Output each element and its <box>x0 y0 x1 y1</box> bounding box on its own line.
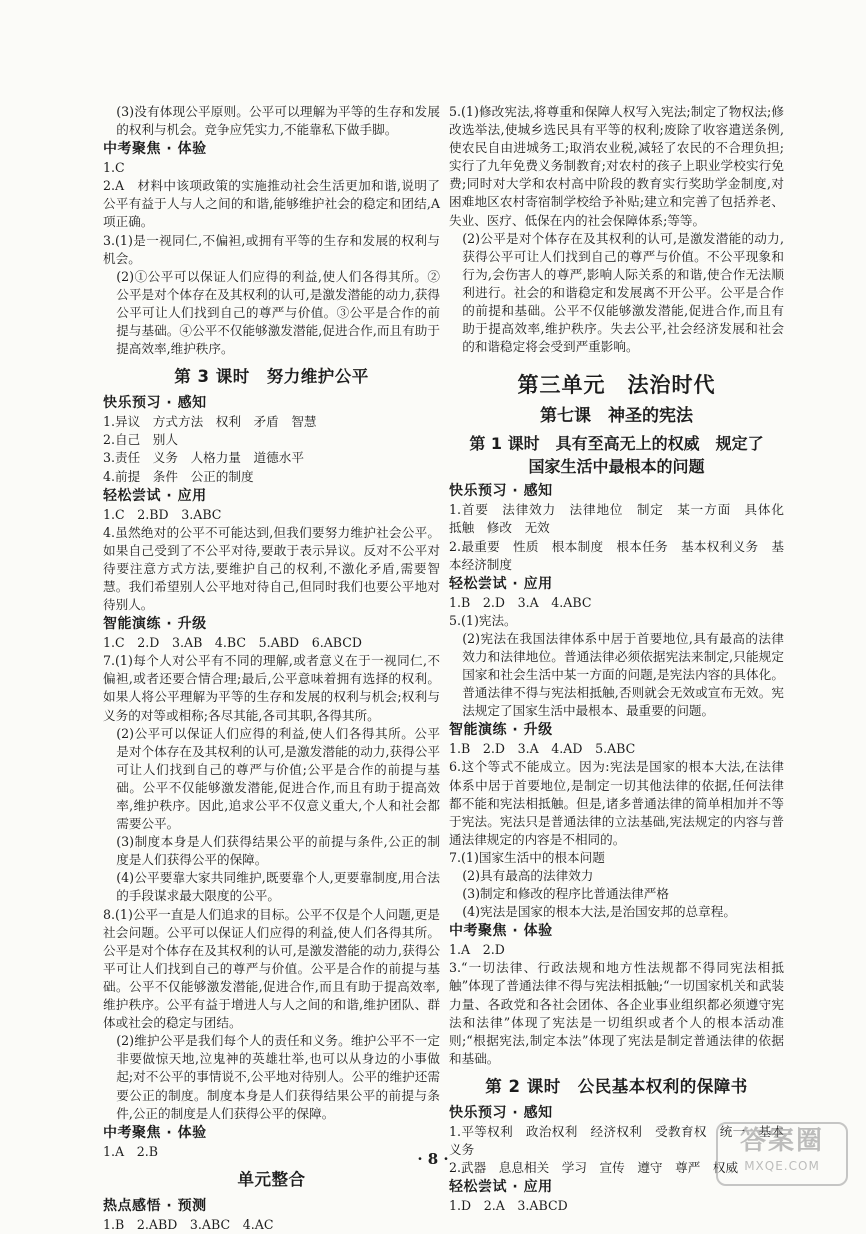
period-title-line1: 第 1 课时 具有至高无上的权威 规定了 <box>469 434 764 454</box>
answer-item: 1.B 2.ABD 3.ABC 4.AC <box>103 1216 274 1232</box>
answer-item: 3.责任 义务 人格力量 道德水平 <box>103 450 304 466</box>
answer-item: (3)制定和修改的程序比普通法律严格 <box>462 886 669 902</box>
answer-item: 2.A 材料中该项政策的实施推动社会生活更加和谐,说明了公平有益于人与人之间的和谐,能够维护社会的稳定和团结,A项正确。 <box>103 178 440 230</box>
answer-item: 1.C 2.BD 3.ABC <box>103 506 222 522</box>
answer-item: (2)维护公平是我们每个人的责任和义务。维护公平不一定非要做惊天地,泣鬼神的英雄壮举,也可以从身边的小事做起;对不公平的事情说不,公平地对待别人。公平的维护还需要公正的制度。制度本身是人们获得结果公平的前提与条件,公正的制度是人们获得公平的保障。 <box>116 1033 440 1121</box>
answer-item: 1.异议 方式方法 权利 矛盾 智慧 <box>103 414 317 430</box>
answer-item: (2)①公平可以保证人们应得的利益,使人们各得其所。②公平是对个体存在及其权利的认可,是激发潜能的动力,获得公平可让人们找到自己的尊严与价值。③公平是合作的前提与基础。④公平不仅能够激发潜能,促进合作,而且有助于提高效率,维护秩序。 <box>116 268 440 357</box>
answer-item: 2.自己 别人 <box>103 432 178 448</box>
answer-item: 1.平等权利 政治权利 经济权利 受教育权 统一 基本义务 <box>449 1123 784 1158</box>
answer-item: (4)公平要靠大家共同维护,既要靠个人,更要靠制度,用合法的手段谋求最大限度的公平。 <box>116 870 440 904</box>
section-heading: 快乐预习 · 感知 <box>103 395 207 412</box>
lesson-title: 第 3 课时 努力维护公平 <box>174 367 369 387</box>
left-column <box>103 103 440 1234</box>
answer-item: 6.这个等式不能成立。因为:宪法是国家的根本大法,在法律体系中居于首要地位,是制定一切其他法律的依据,任何法律都不能和宪法相抵触。但是,诸多普通法律的简单相加并不等于宪法。宪法只是普通法律的立法基础,宪法规定的内容与普通法律规定的内容是不相同的。 <box>449 759 784 847</box>
period-title: 第 2 课时 公民基本权利的保障书 <box>485 1076 748 1096</box>
answer-item: (2)公平可以保证人们应得的利益,使人们各得其所。公平是对个体存在及其权利的认可,是激发潜能的动力,获得公平可让人们找到自己的尊严与价值;公平是合作的前提与基础。公平不仅能够激发潜能,促进合作,而且有助于提高效率,维护秩序。因此,追求公平不仅意义重大,个人和社会都需要公平。 <box>116 725 440 832</box>
answer-item: 7.(1)国家生活中的根本问题 <box>449 849 605 865</box>
answer-item: 2.武器 息息相关 学习 宣传 遵守 尊严 权威 <box>449 1160 739 1176</box>
section-heading: 中考聚焦 · 体验 <box>449 923 553 940</box>
answer-item: 1.A 2.B <box>103 1143 158 1159</box>
answer-item: (3)没有体现公平原则。公平可以理解为平等的生存和发展的权利与机会。竞争应凭实力,不能靠私下做手脚。 <box>116 104 440 138</box>
section-heading: 热点感悟 · 预测 <box>103 1197 207 1214</box>
answer-item: 1.B 2.D 3.A 4.ABC <box>449 594 592 610</box>
answer-item: 3.“一切法律、行政法规和地方性法规都不得同宪法相抵触”体现了普通法律不得与宪法相抵触;“一切国家机关和武装力量、各政党和各社会团体、各企业事业组织都必须遵守宪法和法律”体现了宪法是一切组织或者个人的根本活动准则;“根据宪法,制定本法”体现了宪法是制定普通法律的依据和基础。 <box>449 960 784 1066</box>
page-number: · 8 · <box>417 1150 449 1168</box>
answer-item: 4.虽然绝对的公平不可能达到,但我们要努力维护社会公平。如果自己受到了不公平对待,要敢于表示异议。反对不公平对待要注意方式方法,要维护自己的权利,不激化矛盾,需要智慧。我们希望别人公平地对待自己,但同时我们也要公平地对待别人。 <box>103 524 440 613</box>
watermark-text: 答案圈 <box>739 1126 824 1156</box>
answer-item: 1.C <box>103 160 125 176</box>
answer-item: 1.D 2.A 3.ABCD <box>449 1198 568 1214</box>
period-title <box>449 432 784 478</box>
section-heading: 中考聚焦 · 体验 <box>103 1124 207 1141</box>
section-heading: 智能演练 · 升级 <box>449 722 553 739</box>
answer-item: 3.(1)是一视同仁,不偏袒,或拥有平等的生存和发展的权利与机会。 <box>103 232 440 266</box>
answer-item: 1.A 2.D <box>449 942 505 958</box>
section-heading: 轻松尝试 · 应用 <box>449 1179 553 1196</box>
section-heading: 智能演练 · 升级 <box>103 616 207 633</box>
right-column <box>449 103 797 1215</box>
answer-item: (2)宪法在我国法律体系中居于首要地位,具有最高的法律效力和法律地位。普通法律必须依据宪法来制定,只能规定国家和社会生活中某一方面的问题,是宪法内容的具体化。普通法律不得与宪法相抵触,否则就会无效或宣布无效。宪法规定了国家生活中最根本、最重要的问题。 <box>462 630 784 719</box>
answer-item: 8.(1)公平一直是人们追求的目标。公平不仅是个人问题,更是社会问题。公平可以保证人们应得的利益,使人们各得其所。公平是对个体存在及其权利的认可,是激发潜能的动力,获得公平可让人们找到自己的尊严与价值。公平是合作的前提与基础。公平不仅能够激发潜能,促进合作,而且有助于提高效率,维护秩序。公平有益于增进人与人之间的和谐,维护团队、群体或社会的稳定与团结。 <box>103 906 440 1031</box>
answer-item: (4)宪法是国家的根本大法,是治国安邦的总章程。 <box>462 904 736 920</box>
answer-item: 7.(1)每个人对公平有不同的理解,或者意义在于一视同仁,不偏袒,或者还要合情合理;最后,公平意味着拥有选择的权利。如果人将公平理解为平等的生存和发展的权利与机会;权利与义务的对等或相称;各尽其能,各司其职,各得其所。 <box>103 653 440 723</box>
watermark-logo <box>716 1122 848 1186</box>
answer-item: (2)公平是对个体存在及其权利的认可,是激发潜能的动力,获得公平可让人们找到自己的尊严与价值。不公平现象和行为,会伤害人的尊严,影响人际关系的和谐,使合作无法顺利进行。社会的和谐稳定和发展离不开公平。公平是合作的前提和基础。公平不仅能够激发潜能,促进合作,而且有助于提高效率,维护秩序。失去公平,社会经济发展和社会的和谐稳定将会受到严重影响。 <box>462 230 784 355</box>
section-heading: 中考聚焦 · 体验 <box>103 141 207 158</box>
answer-item: 1.B 2.D 3.A 4.AD 5.ABC <box>449 741 636 757</box>
watermark-url: MXQE.COM <box>744 1159 820 1173</box>
period-title-line2: 国家生活中最根本的问题 <box>528 457 705 477</box>
section-heading: 快乐预习 · 感知 <box>449 483 553 500</box>
answer-item: 4.前提 条件 公正的制度 <box>103 468 254 484</box>
answer-item: 1.首要 法律效力 法律地位 制定 某一方面 具体化 抵触 修改 无效 <box>449 502 797 536</box>
answer-item: 1.C 2.D 3.AB 4.BC 5.ABD 6.ABCD <box>103 635 363 651</box>
section-heading: 快乐预习 · 感知 <box>449 1104 553 1121</box>
answer-item: 2.最重要 性质 根本制度 根本任务 基本权利义务 基本经济制度 <box>449 538 784 572</box>
answer-item: 5.(1)修改宪法,将尊重和保障人权写入宪法;制定了物权法;修改选举法,使城乡选民具有平等的权利;废除了收容遣送条例,使农民自由进城务工;取消农业税,减轻了农民的不合理负担;实行了九年免费义务制教育;对农村的孩子上职业学校实行免费;同时对大学和农村高中阶段的教育实行奖助学金制度,对困难地区农村寄宿制学校给予补贴;建立和完善了包括养老、失业、医疗、低保在内的社会保障体系;等等。 <box>449 104 784 228</box>
unit-title: 第三单元 法治时代 <box>517 373 716 398</box>
unit-review-title: 单元整合 <box>237 1169 306 1189</box>
answer-item: (3)制度本身是人们获得结果公平的前提与条件,公正的制度是人们获得公平的保障。 <box>116 834 440 868</box>
lesson-title: 第七课 神圣的宪法 <box>540 406 693 427</box>
section-heading: 轻松尝试 · 应用 <box>449 575 553 592</box>
section-heading: 轻松尝试 · 应用 <box>103 487 207 504</box>
answer-item: 5.(1)宪法。 <box>449 612 517 628</box>
answer-item: (2)具有最高的法律效力 <box>462 868 594 883</box>
